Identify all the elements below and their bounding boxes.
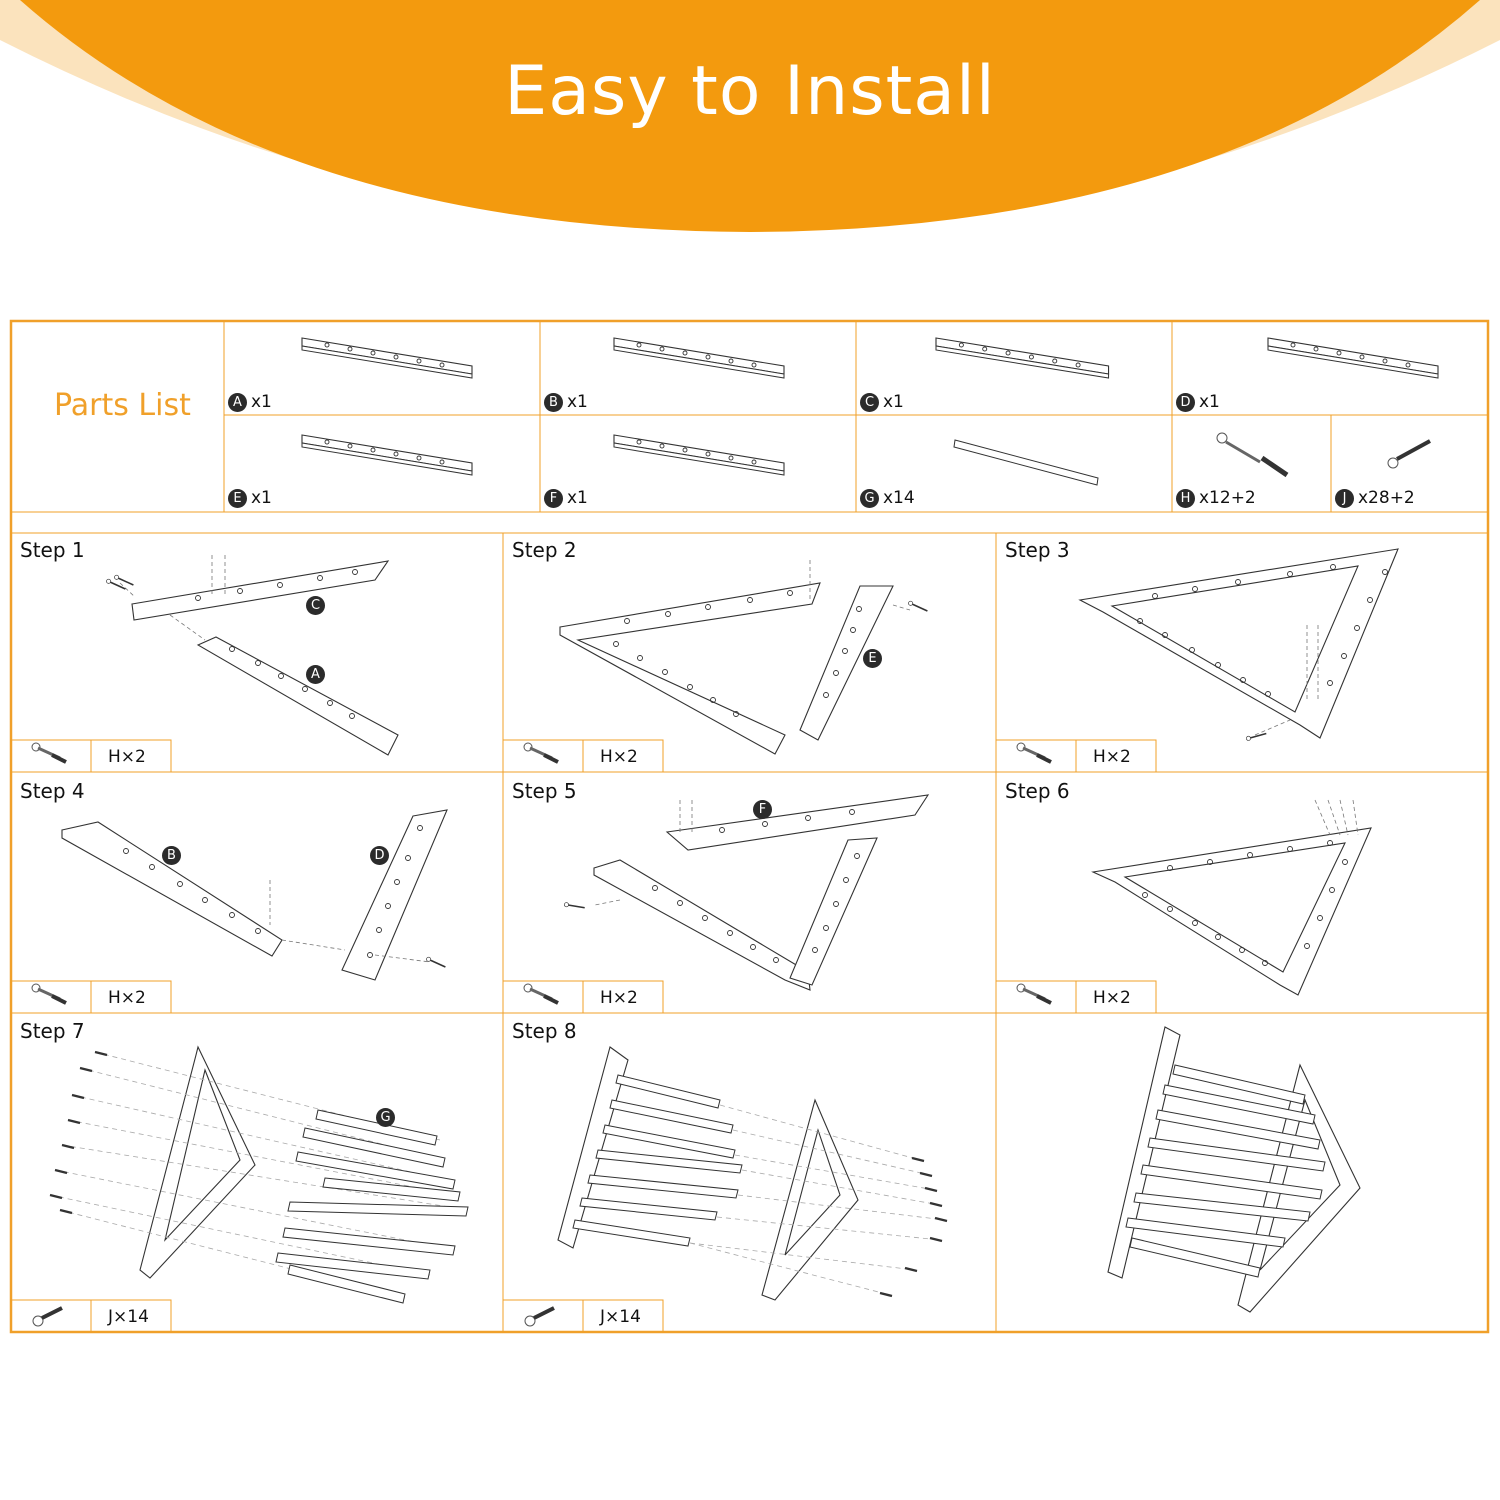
part-quantity: x1 xyxy=(567,392,588,412)
step-7-callout-g: G xyxy=(376,1107,399,1127)
step-1-title: Step 1 xyxy=(20,538,85,562)
part-label-j xyxy=(1335,488,1415,508)
parts-list-title: Parts List xyxy=(54,388,191,423)
part-label-e xyxy=(228,488,272,508)
step-4-hardware-qty: H×2 xyxy=(108,988,146,1008)
step-7-title: Step 7 xyxy=(20,1019,85,1043)
step-4-callout-b: B xyxy=(162,845,185,865)
part-quantity: x28+2 xyxy=(1358,488,1415,508)
step-6-diagram xyxy=(1093,800,1371,995)
part-letter-badge: B xyxy=(544,393,563,412)
part-quantity: x1 xyxy=(251,392,272,412)
step-1-callout-a: A xyxy=(306,664,329,684)
part-letter-badge: H xyxy=(1176,489,1195,508)
step-5-diagram xyxy=(564,795,928,990)
part-c-plank xyxy=(936,338,1109,378)
part-letter-badge: D xyxy=(1176,393,1195,412)
part-letter-badge: G xyxy=(860,489,879,508)
page-title: Easy to Install xyxy=(504,52,996,131)
step-2-title: Step 2 xyxy=(512,538,577,562)
step-7-diagram xyxy=(50,1047,468,1303)
step-4-title: Step 4 xyxy=(20,779,85,803)
part-e-plank xyxy=(302,435,472,475)
step-7-hardware-qty: J×14 xyxy=(108,1307,149,1327)
step-1-diagram xyxy=(107,555,399,755)
part-label-h xyxy=(1176,488,1256,508)
step-1-callout-c: C xyxy=(306,595,329,615)
part-quantity: x14 xyxy=(883,488,915,508)
step-4-callout-d: D xyxy=(370,845,393,865)
step-8-diagram xyxy=(558,1047,947,1300)
step-2-callout-e: E xyxy=(863,648,886,668)
part-label-f xyxy=(544,488,588,508)
step-3-diagram xyxy=(1080,549,1398,746)
part-letter-badge: F xyxy=(544,489,563,508)
part-h-bolt xyxy=(1217,433,1287,475)
part-a-plank xyxy=(302,338,472,378)
step-5-hardware-qty: H×2 xyxy=(600,988,638,1008)
step-3-title: Step 3 xyxy=(1005,538,1070,562)
part-label-c xyxy=(860,392,904,412)
part-g-rod xyxy=(954,440,1098,485)
final-assembly-diagram xyxy=(1108,1027,1360,1312)
step-6-hardware-qty: H×2 xyxy=(1093,988,1131,1008)
step-4-diagram xyxy=(62,810,447,980)
part-quantity: x1 xyxy=(1199,392,1220,412)
step-8-hardware-qty: J×14 xyxy=(600,1307,641,1327)
part-quantity: x1 xyxy=(251,488,272,508)
part-letter-badge: C xyxy=(860,393,879,412)
step-8-title: Step 8 xyxy=(512,1019,577,1043)
step-1-hardware-qty: H×2 xyxy=(108,747,146,767)
part-letter-badge: A xyxy=(228,393,247,412)
part-label-b xyxy=(544,392,588,412)
step-3-hardware-qty: H×2 xyxy=(1093,747,1131,767)
part-quantity: x1 xyxy=(567,488,588,508)
part-d-plank xyxy=(1268,338,1438,378)
part-label-g xyxy=(860,488,915,508)
part-b-plank xyxy=(614,338,784,378)
part-f-plank xyxy=(614,435,784,475)
step-5-title: Step 5 xyxy=(512,779,577,803)
part-letter-badge: E xyxy=(228,489,247,508)
step-6-title: Step 6 xyxy=(1005,779,1070,803)
step-2-hardware-qty: H×2 xyxy=(600,747,638,767)
part-quantity: x1 xyxy=(883,392,904,412)
part-label-d xyxy=(1176,392,1220,412)
part-quantity: x12+2 xyxy=(1199,488,1256,508)
step-5-callout-f: F xyxy=(753,799,776,819)
part-j-screw xyxy=(1388,441,1430,468)
part-label-a xyxy=(228,392,272,412)
part-letter-badge: J xyxy=(1335,489,1354,508)
